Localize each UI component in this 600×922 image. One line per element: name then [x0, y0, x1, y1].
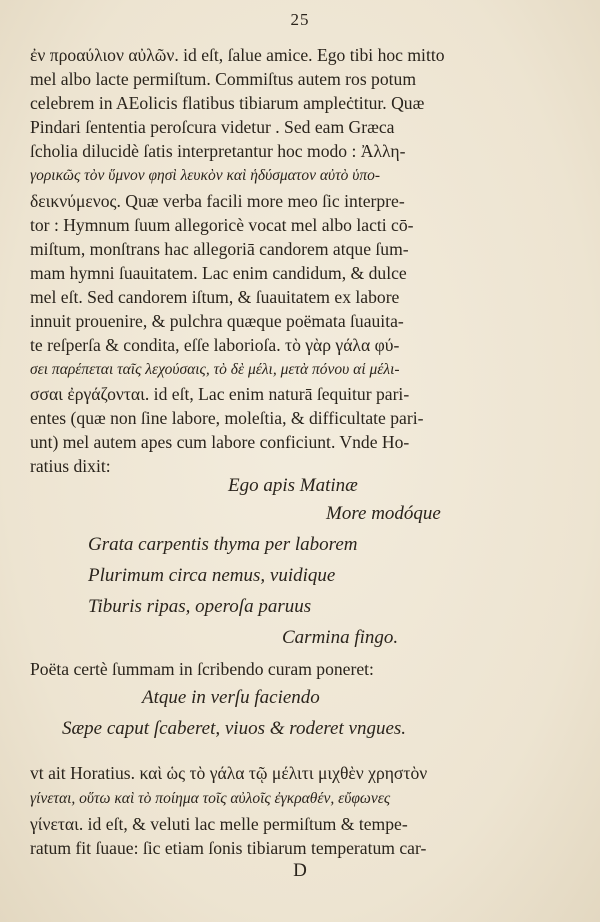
verse-line: Ego apis Matinæ — [228, 475, 358, 496]
text-line: te reſperſa & condita, eſſe laborioſa. τὸ γὰρ γάλα φύ- — [30, 335, 400, 355]
text-line: mel albo lacte permiſtum. Commiſtus autem ros potum — [30, 69, 417, 89]
greek-line: σει παρέπεται ταῖς λεχούσαις, τὸ δὲ μέλι, μετὰ πόνου αἱ μέλι- — [30, 361, 400, 378]
verse-line: Atque in verſu faciendo — [142, 687, 320, 708]
text-line: mam hymni ſuauitatem. Lac enim candidum, & dulce — [30, 263, 407, 283]
verse-line: Plurimum circa nemus, vuidique — [88, 565, 336, 586]
greek-line: γίνεται, οὕτω καὶ τὸ ποίημα τοῖς αὐλοῖς ἐγκραθέν, εὔφωνες — [30, 790, 391, 807]
text-line: miſtum, monſtrans hac allegoriā candorem atque ſum- — [30, 239, 409, 259]
text-line: Poëta certè ſummam in ſcribendo curam poneret: — [30, 659, 374, 679]
page-number: 25 — [290, 10, 310, 29]
text-line: innuit prouenire, & pulchra quæque poëmata ſuauita- — [30, 311, 404, 331]
text-line: ratius dixit: — [30, 456, 111, 476]
signature-mark: D — [293, 860, 307, 881]
text-line: γίνεται. id eſt, & veluti lac melle permiſtum & tempe- — [30, 814, 408, 834]
verse-line: Tiburis ripas, operoſa paruus — [88, 596, 312, 617]
text-line: Pindari ſententia peroſcura videtur . Sed eam Græca — [30, 117, 395, 137]
greek-line: γορικῶς τὸν ὕμνον φησὶ λευκὸν καὶ ἡδύσματον αὐτὸ ὑπο- — [30, 167, 381, 184]
text-line: tor : Hymnum ſuum allegoricè vocat mel albo lacti cō- — [30, 215, 414, 235]
text-line: σσαι ἐργάζονται. id eſt, Lac enim naturā ſequitur pari- — [30, 384, 410, 404]
verse-line: Grata carpentis thyma per laborem — [88, 534, 358, 555]
verse-line: More modóque — [326, 503, 441, 524]
text-line: entes (quæ non ſine labore, moleſtia, & difficultate pari- — [30, 408, 424, 428]
text-line: celebrem in AEolicis flatibus tibiarum ampleċtitur. Quæ — [30, 93, 425, 113]
text-line: vt ait Horatius. καὶ ὡς τὸ γάλα τῷ μέλιτι μιχθὲν χρηστὸν — [30, 763, 428, 783]
text-line: ἐν προαύλιον αὐλῶν. id eſt, ſalue amice. Ego tibi hoc mitto — [30, 45, 445, 65]
text-line: mel eſt. Sed candorem iſtum, & ſuauitatem ex labore — [30, 287, 400, 307]
text-line: ſcholia dilucidè ſatis interpretantur hoc modo : Ἀλλη- — [30, 141, 406, 161]
verse-line: Carmina fingo. — [282, 627, 399, 648]
verse-line: Sæpe caput ſcaberet, viuos & roderet vngues. — [62, 718, 407, 739]
text-line: unt) mel autem apes cum labore conficiunt. Vnde Ho- — [30, 432, 410, 452]
text-line: δεικνύμενος. Quæ verba facili more meo ſic interpre- — [30, 191, 405, 211]
text-line: ratum fit ſuaue: ſic etiam ſonis tibiarum temperatum car- — [30, 838, 427, 858]
